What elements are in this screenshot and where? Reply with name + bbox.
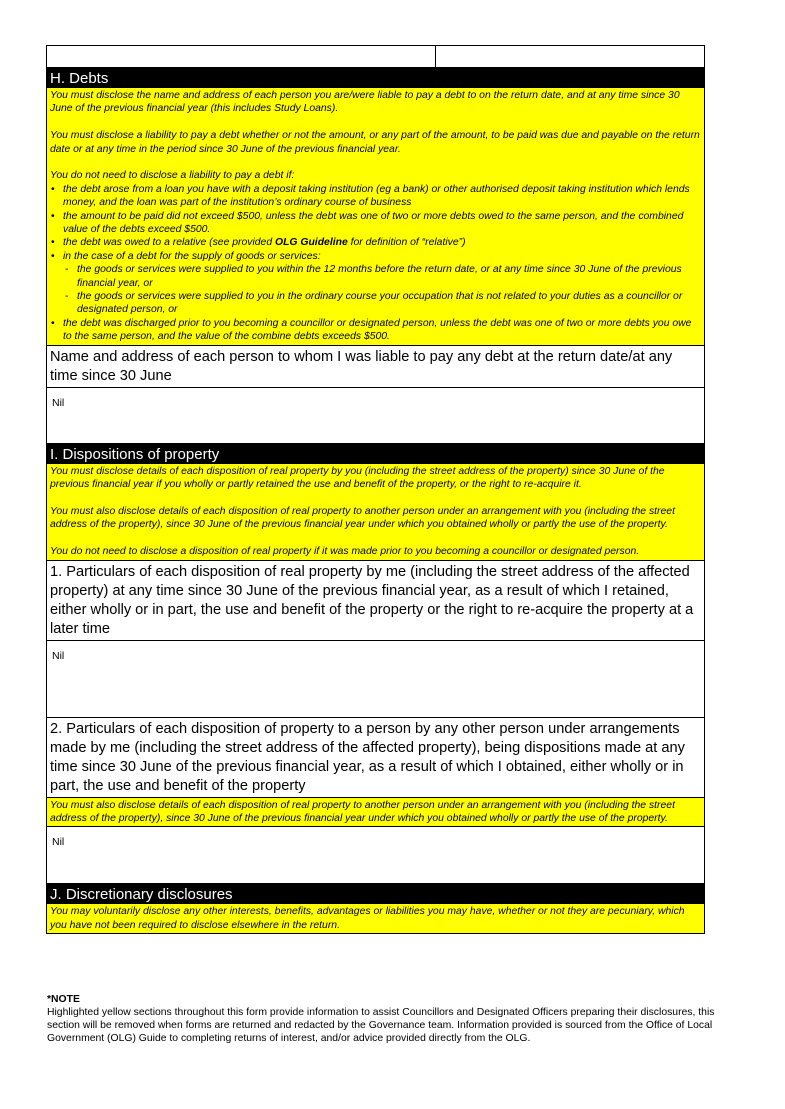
debts-exemption-list — [50, 183, 701, 344]
list-item: - the goods or services were supplied to you within the 12 months before the return date, or at any time since 30 June of the previous financial year, or — [65, 264, 682, 289]
debts-guidance-para-2: You must disclose a liability to pay a debt whether or not the amount, or any part of the amount, to be paid was due and payable on the return date or at any time in the period since 30 June of the previous financial year. — [50, 130, 700, 155]
section-header-dispositions: I. Dispositions of property — [47, 444, 704, 464]
list-item: • in the case of a debt for the supply of goods or services: — [51, 250, 321, 262]
debts-guidance — [47, 88, 704, 346]
dispositions-guidance-para-1: You must disclose details of each disposition of real property by you (including the street address of the property) since 30 June of the previous financial year if you wholly or partly retained the use and benefit of the property, or the right to re-acquire it. — [50, 465, 665, 491]
dispositions-guidance — [47, 464, 704, 561]
list-item: • the debt was owed to a relative (see provided OLG Guideline for definition of “relative”) — [51, 237, 466, 249]
dispositions-question-2-guidance: You must also disclose details of each disposition of real property to another person under an arrangement with you (including the street address of the property), since 30 June of the previous financial year under which you obtained wholly or partly the use of the property. — [47, 798, 704, 828]
olg-guideline-reference: OLG Guideline — [274, 237, 348, 249]
dispositions-question-1: 1. Particulars of each disposition of real property by me (including the street address of the affected property) at any time since 30 June of the previous financial year, as a result of which I retained, either wholly or in part, the use and benefit of the property or the right to re-acquire the property at a later time — [47, 561, 704, 641]
previous-table-row — [47, 46, 704, 68]
dispositions-answer-2-value: Nil — [52, 836, 65, 849]
dispositions-answer-2-field[interactable] — [47, 827, 704, 884]
debts-answer-value: Nil — [52, 396, 65, 409]
list-item: • the amount to be paid did not exceed $500, unless the debt was one of two or more debts owed to the same person, and the combined value of the debts exceed $500. — [51, 210, 684, 236]
disclosure-form — [46, 45, 705, 934]
list-item: • the debt arose from a loan you have with a deposit taking institution (eg a bank) or other authorised deposit taking institution which lends money, and the loan was part of the institution’s ordinary course of business — [51, 183, 690, 209]
debts-question: Name and address of each person to whom I was liable to pay any debt at the return date/at any time since 30 June — [47, 346, 704, 388]
list-item: - the goods or services were supplied to you in the ordinary course your occupation that is not related to your duties as a councillor or designated person, or — [65, 291, 683, 316]
previous-table-cell-1[interactable] — [47, 46, 436, 67]
section-header-discretionary: J. Discretionary disclosures — [47, 884, 704, 904]
dispositions-guidance-para-3: You do not need to disclose a disposition of real property if it was made prior to you becoming a councillor or designated person. — [50, 546, 640, 558]
dispositions-answer-1-value: Nil — [52, 649, 65, 662]
previous-table-cell-2[interactable] — [436, 46, 704, 67]
section-header-debts: H. Debts — [47, 68, 704, 88]
list-item: • the debt was discharged prior to you becoming a councillor or designated person, unless the debt was one of two or more debts you owe to the same person, and the value of the combine debts exceeds $500. — [51, 317, 692, 343]
debts-guidance-para-1: You must disclose the name and address of each person you are/were liable to pay a debt to on the return date, and at any time since 30 June of the previous financial year (this includes Study Loans). — [50, 90, 680, 115]
dispositions-answer-1-field[interactable] — [47, 641, 704, 718]
footnote-text: Highlighted yellow sections throughout this form provide information to assist Councillors and Designated Officers preparing their disclosures, this section will be removed when forms are returned and redacted by the Governance team. Information provided is sourced from the Office of Local Government (OLG) Guide to completing returns of interest, and/or advice provided directly from the OLG. — [47, 1007, 715, 1044]
form-footnote — [47, 993, 727, 1045]
dispositions-guidance-para-2: You must also disclose details of each disposition of real property to another person under an arrangement with you (including the street address of the property), since 30 June of the previous financial year under which you obtained wholly or partly the use of the property. — [50, 505, 675, 531]
debts-guidance-para-3: You do not need to disclose a liability to pay a debt if: — [50, 170, 295, 182]
debts-answer-field[interactable] — [47, 388, 704, 444]
discretionary-guidance: You may voluntarily disclose any other interests, benefits, advantages or liabilities you may have, whether or not they are pecuniary, which you have not been required to disclose elsewhere in the return. — [47, 904, 704, 934]
footnote-title: *NOTE — [47, 994, 80, 1005]
dispositions-question-2: 2. Particulars of each disposition of property to a person by any other person under arrangements made by me (including the street address of the affected property), being dispositions made at any time since 30 June of the previous financial year, as a result of which I obtained, either wholly or in part, the use and benefit of the property — [47, 718, 704, 798]
